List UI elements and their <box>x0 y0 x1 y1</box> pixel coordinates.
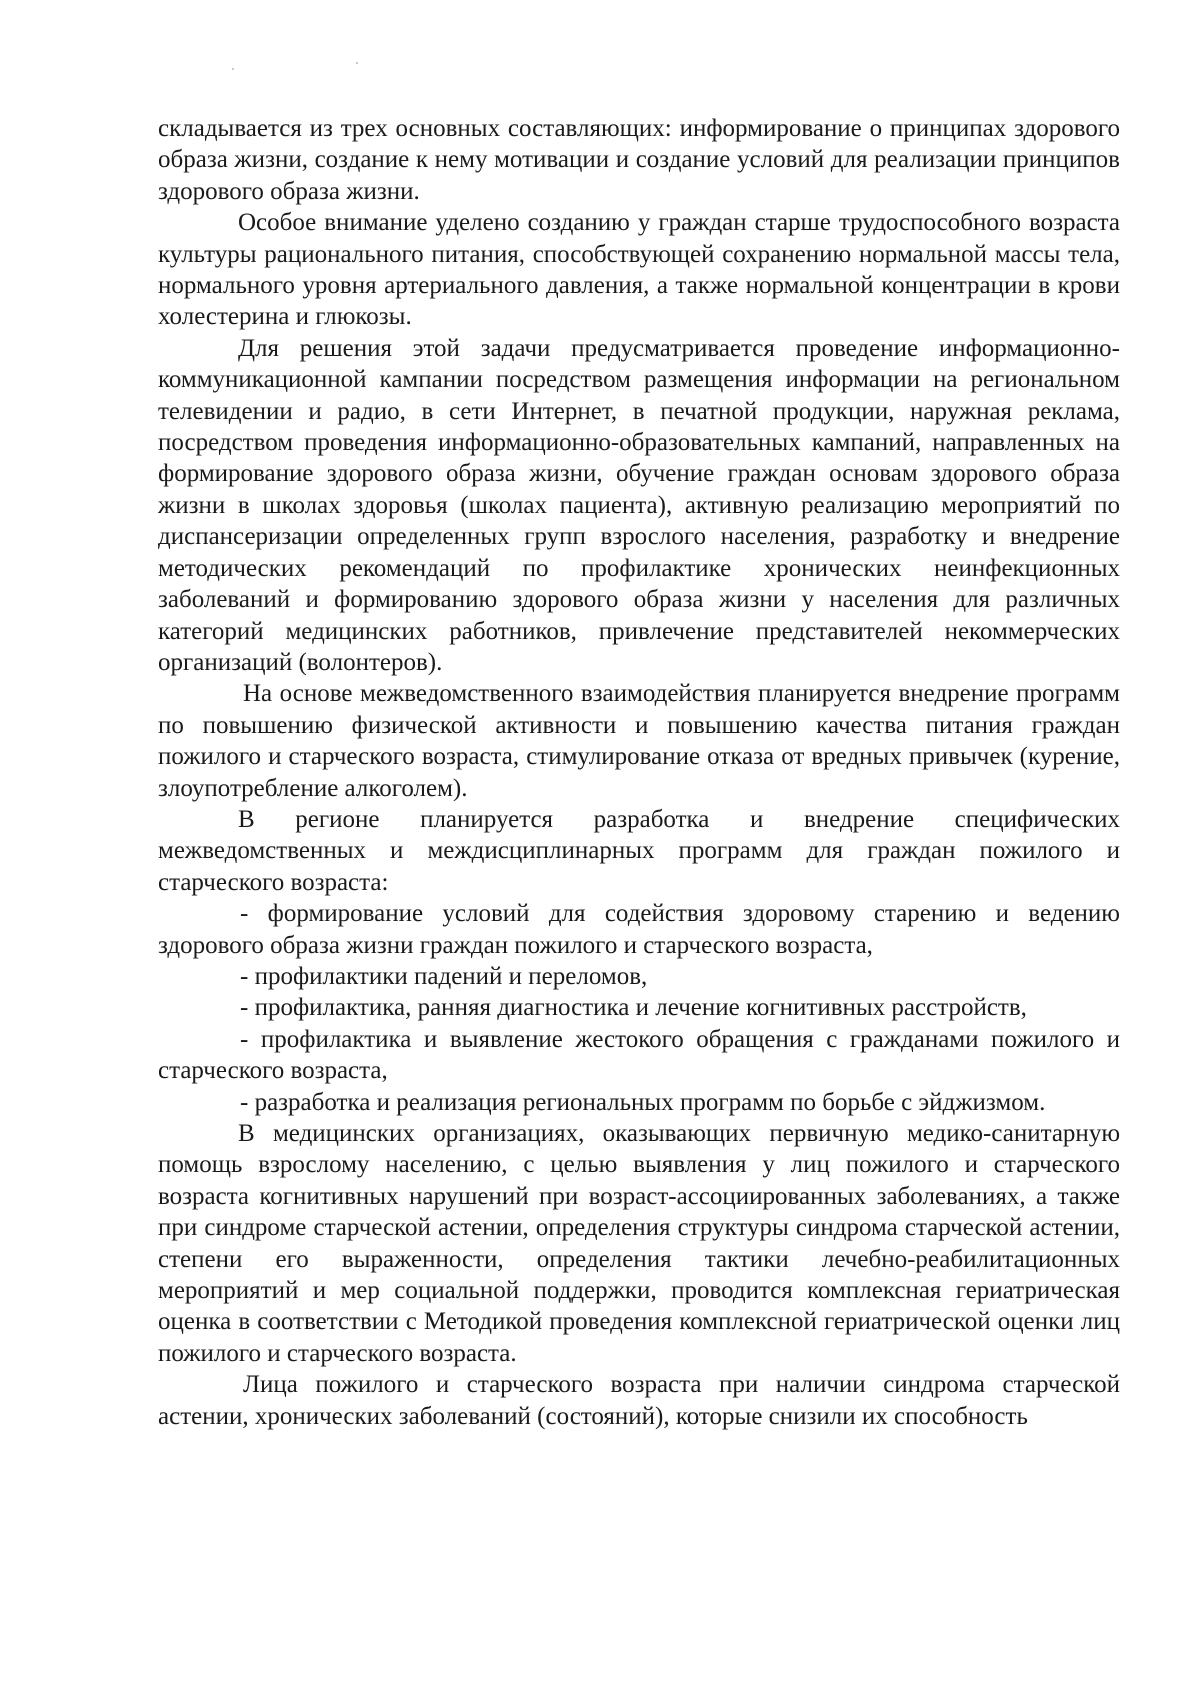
scan-speck <box>356 62 358 64</box>
program-list <box>158 898 1120 1118</box>
scan-speck <box>232 68 234 70</box>
paragraph-regional-programs: В регионе планируется разработка и внедрение специфических межведомственных и междисциплинарных программ для граждан пожилого и старческого возраста: <box>158 805 1120 896</box>
list-item: - профилактики падений и переломов, <box>240 962 648 990</box>
list-item: - формирование условий для содействия здоровому старению и ведению здорового образа жизни граждан пожилого и старческого возраста, <box>158 900 1120 959</box>
list-item: - профилактика и выявление жестокого обращения с гражданами пожилого и старческого возраста, <box>158 1025 1120 1085</box>
document-page <box>158 113 1120 1432</box>
paragraph-continuation: складывается из трех основных составляющих: информирование о принципах здорового образа жизни, создание к нему мотивации и создание условий для реализации принципов здорового образа жизни. <box>158 115 1120 205</box>
list-item: - разработка и реализация региональных программ по борьбе с эйджизмом. <box>240 1088 1046 1116</box>
paragraph-interagency-programs: На основе межведомственного взаимодействия планируется внедрение программ по повышению физической активности и повышению качества питания граждан пожилого и старческого возраста, стимулирование отказа от вредных привычек (курение, злоупотребление алкоголем). <box>158 680 1120 802</box>
paragraph-geriatric-assessment: В медицинских организациях, оказывающих первичную медико-санитарную помощь взрослому населению, с целью выявления у лиц пожилого и старческого возраста когнитивных нарушений при возраст-ассоциированных заболеваниях, а также при синдроме старческой астении, определения структуры синдрома старческой астении, степени его выраженности, определения тактики лечебно-реабилитационных мероприятий и мер социальной поддержки, проводится комплексная гериатрическая оценка в соответствии с Методикой проведения комплексной гериатрической оценки лиц пожилого и старческого возраста. <box>158 1120 1120 1367</box>
paragraph-information-campaign: Для решения этой задачи предусматривается проведение информационно-коммуникационной кампании посредством размещения информации на региональном телевидении и радио, в сети Интернет, в печатной продукции, наружная реклама, посредством проведения информационно-образовательных кампаний, направленных на формирование здорового образа жизни, обучение граждан основам здорового образа жизни в школах здоровья (школах пациента), активную реализацию мероприятий по диспансеризации определенных групп взрослого населения, разработку и внедрение методических рекомендаций по профилактике хронических неинфекционных заболеваний и формированию здорового образа жизни у населения для различных категорий медицинских работников, привлечение представителей некоммерческих организаций (волонтеров). <box>158 334 1120 676</box>
paragraph-senile-asthenia: Лица пожилого и старческого возраста при наличии синдрома старческой астении, хронических заболеваний (состояний), которые снизили их способность <box>158 1371 1120 1430</box>
paragraph-nutrition-culture: Особое внимание уделено созданию у граждан старше трудоспособного возраста культуры рационального питания, способствующей сохранению нормальной массы тела, нормального уровня артериального давления, а также нормальной концентрации в крови холестерина и глюкозы. <box>158 209 1120 331</box>
list-item: - профилактика, ранняя диагностика и лечение когнитивных расстройств, <box>240 994 1027 1022</box>
